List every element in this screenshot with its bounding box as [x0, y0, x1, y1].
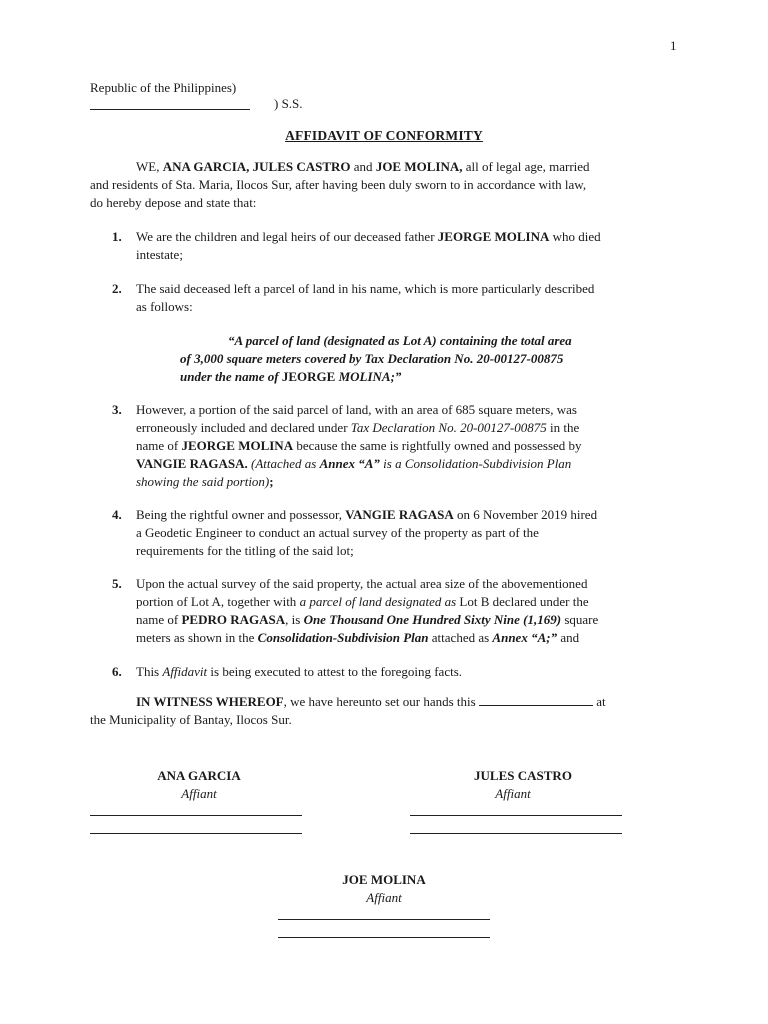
- republic-line: Republic of the Philippines): [90, 80, 237, 95]
- intro-names: ANA GARCIA, JULES CASTRO: [162, 159, 351, 174]
- signatory-1-line-1: [90, 815, 302, 816]
- quote-owner-last: MOLINA;”: [335, 369, 402, 384]
- item-3-number: 3.: [112, 402, 122, 417]
- witness-text: , we have hereunto set our hands this: [283, 694, 479, 709]
- intro-and: and: [350, 159, 376, 174]
- item-3-attached: (Attached as: [247, 456, 320, 471]
- item-1-name: JEORGE MOLINA: [437, 229, 550, 244]
- item-1-line-1: [136, 228, 678, 246]
- signatory-1-role: Affiant: [181, 786, 217, 801]
- item-6-affidavit: Affidavit: [162, 664, 208, 679]
- item-5-line-2: [136, 593, 678, 611]
- witness-at: at: [592, 694, 606, 709]
- item-3-text-c: in the: [546, 420, 580, 435]
- item-1-text-c: who died: [549, 229, 601, 244]
- item-1-text-a: We are the children and legal heirs of our deceased father: [136, 229, 438, 244]
- item-5-line-3: [136, 611, 678, 629]
- quote-line-2: [180, 350, 640, 368]
- item-3-line-4: [136, 455, 678, 473]
- quote-owner-first: JEORGE: [281, 369, 336, 384]
- item-4-line-3: requirements for the titling of the said lot;: [136, 543, 354, 558]
- intro-line-1: [90, 158, 678, 176]
- item-3-line-3: [136, 437, 678, 455]
- item-5-parcel: a parcel of land designated as: [299, 594, 457, 609]
- item-3-line-5: [136, 473, 678, 491]
- signatory-2-role: Affiant: [495, 786, 531, 801]
- item-5-text-a: portion of Lot A, together with: [136, 594, 300, 609]
- page-number: 1: [670, 38, 677, 53]
- item-2-number: 2.: [112, 281, 122, 296]
- item-3-showing: showing the said portion): [136, 474, 270, 489]
- item-5-area: One Thousand One Hundred Sixty Nine (1,169): [303, 612, 562, 627]
- item-5-text-c: Lot B declared under the: [456, 594, 589, 609]
- quote-under-name: under the name of: [180, 369, 282, 384]
- signatory-3-name: JOE MOLINA: [342, 872, 426, 887]
- quote-line-1: “A parcel of land (designated as Lot A) containing the total area: [228, 333, 572, 348]
- item-5-pedro: PEDRO RAGASA: [181, 612, 286, 627]
- item-2-line-2: as follows:: [136, 299, 193, 314]
- item-4-line-2: a Geodetic Engineer to conduct an actual survey of the property as part of the: [136, 525, 539, 540]
- item-3-annex: Annex “A”: [319, 456, 380, 471]
- item-3-semicolon: ;: [269, 474, 274, 489]
- document-title: AFFIDAVIT OF CONFORMITY: [285, 128, 483, 143]
- witness-whereof: IN WITNESS WHEREOF: [136, 694, 284, 709]
- item-3-name-of: name of: [136, 438, 182, 453]
- item-6-this: This: [136, 664, 163, 679]
- venue-blank-line: [90, 109, 250, 110]
- item-3-line-1: However, a portion of the said parcel of land, with an area of 685 square meters, was: [136, 402, 577, 417]
- quote-area: of 3,000 square meters: [180, 351, 302, 366]
- signatory-2-line-1: [410, 815, 622, 816]
- item-6-number: 6.: [112, 664, 122, 679]
- item-5-number: 5.: [112, 576, 122, 591]
- item-4-number: 4.: [112, 507, 122, 522]
- item-4-text-c: on 6 November 2019 hired: [453, 507, 598, 522]
- item-5-line-1: Upon the actual survey of the said property, the actual area size of the abovementioned: [136, 576, 588, 591]
- item-5-name-of: name of: [136, 612, 182, 627]
- item-4-name: VANGIE RAGASA: [345, 507, 454, 522]
- item-5-meters: meters as shown in the: [136, 630, 258, 645]
- intro-we: WE,: [136, 159, 163, 174]
- item-5-is: , is: [285, 612, 304, 627]
- item-3-plan: Consolidation-Subdivision Plan: [404, 456, 572, 471]
- item-5-line-4: [136, 629, 678, 647]
- signatory-2-name: JULES CASTRO: [474, 768, 572, 783]
- item-4-text-a: Being the rightful owner and possessor,: [136, 507, 346, 522]
- item-4-line-1: [136, 506, 678, 524]
- signatory-2-line-2: [410, 833, 622, 834]
- item-5-and: and: [557, 630, 580, 645]
- intro-name3: JOE MOLINA,: [375, 159, 463, 174]
- quote-line-3: [180, 368, 640, 386]
- item-3-text-rest: because the same is rightfully owned and possessed by: [293, 438, 582, 453]
- signatory-1-name: ANA GARCIA: [157, 768, 241, 783]
- signatory-3-line-2: [278, 937, 490, 938]
- quote-tax-dec: covered by Tax Declaration No. 20-00127-00875: [301, 351, 564, 366]
- item-6-line-1: [136, 663, 678, 681]
- item-3-vangie: VANGIE RAGASA.: [136, 456, 248, 471]
- item-5-attached: attached as: [428, 630, 493, 645]
- item-3-line-2: [136, 419, 678, 437]
- intro-line-3: do hereby depose and state that:: [90, 195, 257, 210]
- item-2-line-1: The said deceased left a parcel of land in his name, which is more particularly described: [136, 281, 595, 296]
- item-3-text-a: erroneously included and declared under: [136, 420, 351, 435]
- item-5-square: square: [561, 612, 599, 627]
- intro-line-2: and residents of Sta. Maria, Ilocos Sur, after having been duly sworn to in accordance with law,: [90, 177, 587, 192]
- item-5-annex: Annex “A;”: [492, 630, 558, 645]
- item-5-plan: Consolidation-Subdivision Plan: [257, 630, 429, 645]
- witness-line-1: [90, 693, 678, 711]
- item-3-tax-dec: Tax Declaration No. 20-00127-00875: [350, 420, 547, 435]
- intro-rest: all of legal age, married: [462, 159, 590, 174]
- item-1-number: 1.: [112, 229, 122, 244]
- item-3-is-a: is a: [379, 456, 405, 471]
- ss-label: ) S.S.: [274, 96, 303, 111]
- item-3-owner: JEORGE MOLINA: [181, 438, 294, 453]
- signatory-1-line-2: [90, 833, 302, 834]
- item-6-rest: is being executed to attest to the foregoing facts.: [207, 664, 463, 679]
- witness-line-2: the Municipality of Bantay, Ilocos Sur.: [90, 712, 292, 727]
- date-blank[interactable]: [479, 693, 593, 706]
- signatory-3-role: Affiant: [366, 890, 402, 905]
- signatory-3-line-1: [278, 919, 490, 920]
- item-1-line-2: intestate;: [136, 247, 183, 262]
